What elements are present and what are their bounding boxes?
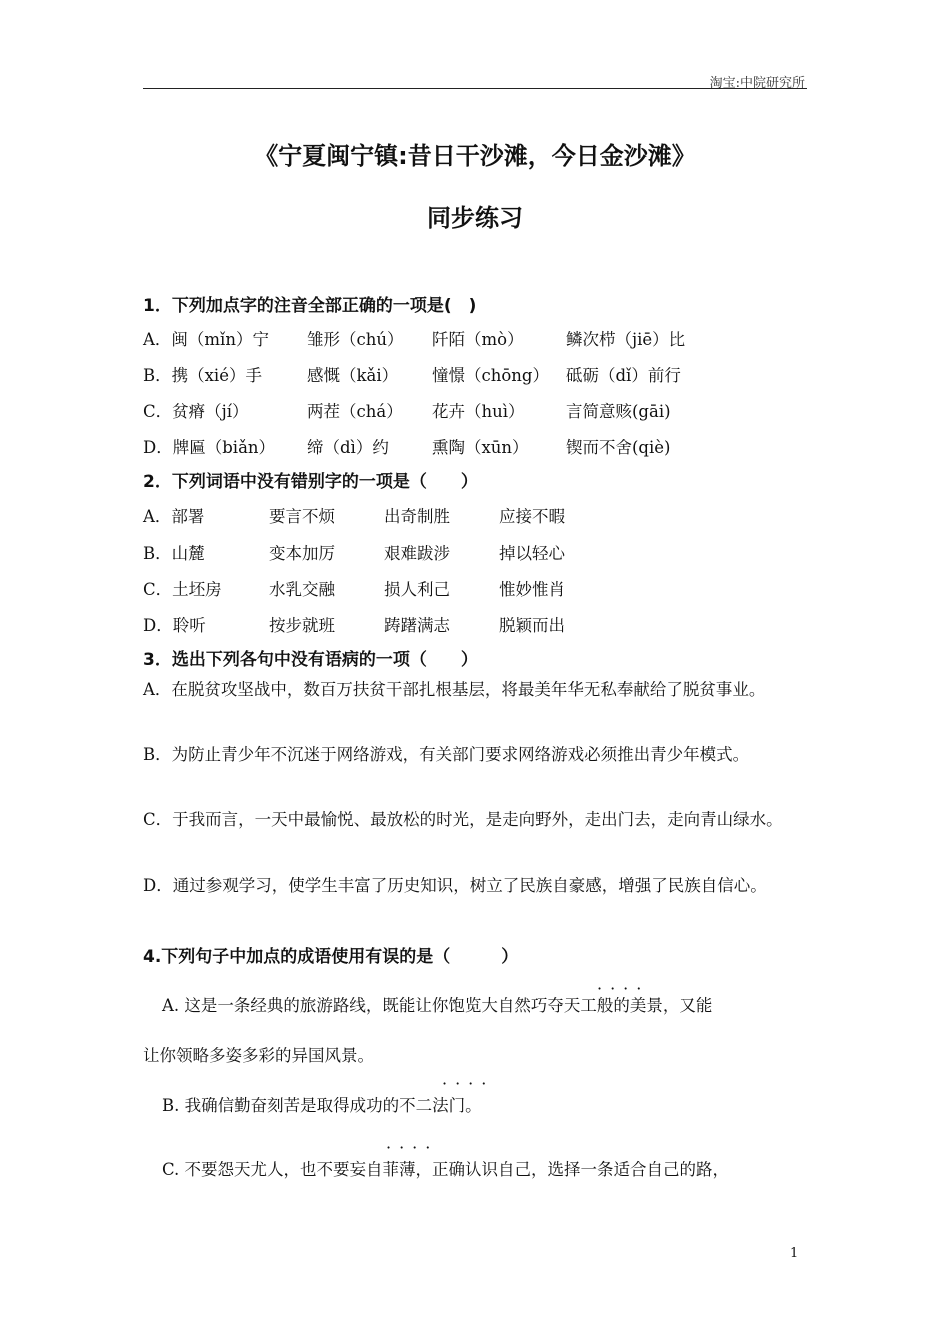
page-number: 1 xyxy=(790,1246,799,1261)
q3-option-c: C．于我而言，一天中最愉悦、最放松的时光，是走向野外，走出门去，走向青山绿水。 xyxy=(143,810,783,829)
q4-option-b: B. 我确信勤奋刻苦是取得成功的不二法门。 xyxy=(162,1096,482,1115)
question-1-stem: 1．下列加点字的注音全部正确的一项是( ) xyxy=(143,296,477,316)
q2-d-item: 踌躇满志 xyxy=(384,616,450,635)
q1-b-item: 砥砺（dǐ）前行 xyxy=(566,366,681,385)
q2-c-item: 损人利己 xyxy=(384,580,450,599)
q3-option-d: D．通过参观学习，使学生丰富了历史知识，树立了民族自豪感，增强了民族自信心。 xyxy=(143,876,767,895)
q2-a-item: A．部署 xyxy=(143,507,205,526)
q2-d-item: D．聆听 xyxy=(143,616,206,635)
q1-d-item: 缔（dì）约 xyxy=(307,438,389,457)
emphasis-dots: ···· xyxy=(386,1138,439,1157)
q1-c-item: 言简意赅(gāi) xyxy=(566,402,671,421)
q1-b-item: B．携（xié）手 xyxy=(143,366,262,385)
q2-c-item: C．土坯房 xyxy=(143,580,222,599)
q2-d-item: 按步就班 xyxy=(269,616,335,635)
question-2-stem: 2．下列词语中没有错别字的一项是（ ） xyxy=(143,472,478,492)
q4-option-a-line2: 让你领略多姿多彩的异国风景。 xyxy=(143,1046,374,1065)
page-header: 淘宝:中院研究所 xyxy=(709,76,805,91)
q1-d-item: D．牌匾（biǎn） xyxy=(143,438,276,457)
q1-d-item: 熏陶（xūn） xyxy=(432,438,529,457)
q1-d-item: 锲而不舍(qiè) xyxy=(566,438,671,457)
q1-c-item: 两茬（chá） xyxy=(307,402,403,421)
q3-option-a: A．在脱贫攻坚战中，数百万扶贫干部扎根基层，将最美年华无私奉献给了脱贫事业。 xyxy=(143,680,766,699)
q1-a-item: 鳞次栉（jiē）比 xyxy=(566,330,686,349)
document-subtitle: 同步练习 xyxy=(427,204,523,232)
q1-c-item: C．贫瘠（jí） xyxy=(143,402,249,421)
q1-c-item: 花卉（huì） xyxy=(432,402,525,421)
header-divider xyxy=(143,88,807,89)
question-3-stem: 3．选出下列各句中没有语病的一项（ ） xyxy=(143,650,478,670)
q2-a-item: 要言不烦 xyxy=(269,507,335,526)
question-4-stem: 4.下列句子中加点的成语使用有误的是（ ） xyxy=(143,947,519,967)
q2-b-item: 艰难跋涉 xyxy=(384,544,450,563)
q2-b-item: 变本加厉 xyxy=(269,544,335,563)
q1-b-item: 感慨（kǎi） xyxy=(307,366,399,385)
q1-b-item: 憧憬（chōng） xyxy=(432,366,549,385)
q4-option-a-line1: A. 这是一条经典的旅游路线，既能让你饱览大自然巧夺天工般的美景，又能 xyxy=(162,996,713,1015)
document-title: 《宁夏闽宁镇:昔日干沙滩，今日金沙滩》 xyxy=(254,142,696,170)
q1-a-item: 雏形（chú） xyxy=(307,330,404,349)
q4-option-c: C. 不要怨天尤人，也不要妄自菲薄，正确认识自己，选择一条适合自己的路， xyxy=(162,1160,730,1179)
q2-a-item: 出奇制胜 xyxy=(384,507,450,526)
q2-c-item: 水乳交融 xyxy=(269,580,335,599)
q2-b-item: B．山麓 xyxy=(143,544,205,563)
q2-c-item: 惟妙惟肖 xyxy=(499,580,565,599)
q2-a-item: 应接不暇 xyxy=(499,507,565,526)
emphasis-dots: ···· xyxy=(442,1074,495,1093)
q1-a-item: 阡陌（mò） xyxy=(432,330,524,349)
q2-d-item: 脱颖而出 xyxy=(499,616,565,635)
q2-b-item: 掉以轻心 xyxy=(499,544,565,563)
q3-option-b: B．为防止青少年不沉迷于网络游戏，有关部门要求网络游戏必须推出青少年模式。 xyxy=(143,745,750,764)
emphasis-dots: ···· xyxy=(597,979,650,998)
q1-a-item: A．闽（mǐn）宁 xyxy=(143,330,269,349)
